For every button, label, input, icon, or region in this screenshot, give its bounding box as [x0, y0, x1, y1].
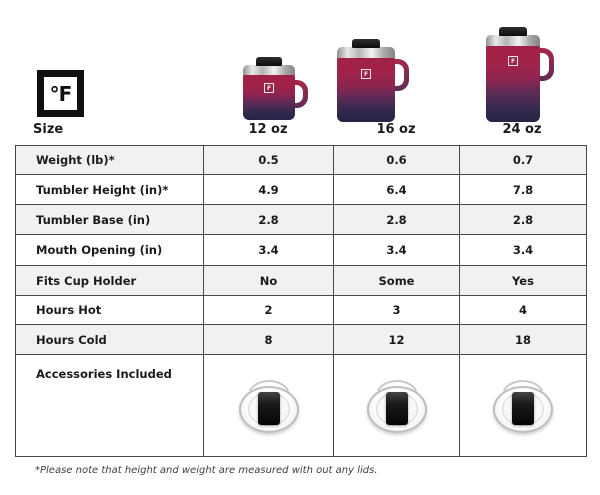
spec-row-label: Hours Cold — [16, 325, 204, 355]
lid-slider — [386, 392, 408, 425]
mug-lid — [499, 27, 527, 36]
spec-cell: 2.8 — [460, 205, 586, 235]
spec-cell: 2.8 — [204, 205, 334, 235]
mug-logo-icon: F — [508, 56, 518, 66]
accessory-cell — [204, 355, 334, 456]
mug-logo-icon: F — [361, 69, 371, 79]
spec-row-label: Mouth Opening (in) — [16, 235, 204, 266]
spec-cell: 3.4 — [460, 235, 586, 266]
clear-lid-image — [491, 379, 555, 437]
spec-cell: 6.4 — [334, 175, 460, 205]
mug-image-12oz — [243, 57, 295, 120]
spec-row-label: Tumbler Height (in)* — [16, 175, 204, 205]
product-label-24oz: 24 oz — [502, 122, 542, 137]
spec-cell: 2 — [204, 296, 334, 325]
accessory-cell — [460, 355, 586, 456]
mug-lid — [256, 57, 282, 66]
spec-cell: 8 — [204, 325, 334, 355]
spec-cell: 3 — [334, 296, 460, 325]
lid-slider — [258, 392, 280, 425]
spec-row-label: Tumbler Base (in) — [16, 205, 204, 235]
spec-cell: 0.5 — [204, 146, 334, 175]
mug-logo-icon: F — [264, 83, 274, 93]
clear-lid-image — [365, 379, 429, 437]
spec-row-label: Hours Hot — [16, 296, 204, 325]
mug-image-16oz — [337, 39, 395, 122]
spec-row-label: Fits Cup Holder — [16, 266, 204, 296]
mug-image-24oz — [486, 27, 540, 122]
spec-table — [15, 145, 587, 457]
spec-cell: 18 — [460, 325, 586, 355]
spec-cell: Some — [334, 266, 460, 296]
accessory-cell — [334, 355, 460, 456]
product-label-12oz: 12 oz — [248, 122, 288, 137]
spec-cell: 3.4 — [334, 235, 460, 266]
spec-cell: 2.8 — [334, 205, 460, 235]
size-header-label: Size — [33, 122, 64, 137]
mug-lid — [352, 39, 380, 48]
spec-row-label: Weight (lb)* — [16, 146, 204, 175]
spec-cell: 7.8 — [460, 175, 586, 205]
spec-cell: 4.9 — [204, 175, 334, 205]
spec-cell: 3.4 — [204, 235, 334, 266]
brand-logo — [37, 70, 84, 117]
spec-cell: Yes — [460, 266, 586, 296]
lid-slider — [512, 392, 534, 425]
spec-cell: 0.7 — [460, 146, 586, 175]
spec-cell: 0.6 — [334, 146, 460, 175]
footnote-text: *Please note that height and weight are measured with out any lids. — [35, 465, 378, 476]
clear-lid-image — [237, 379, 301, 437]
spec-cell: No — [204, 266, 334, 296]
brand-logo-text: °F — [49, 81, 72, 106]
spec-row-label: Accessories Included — [16, 355, 204, 456]
product-label-16oz: 16 oz — [376, 122, 416, 137]
mug-body — [337, 58, 395, 122]
spec-cell: 4 — [460, 296, 586, 325]
mug-body — [243, 75, 295, 120]
spec-cell: 12 — [334, 325, 460, 355]
